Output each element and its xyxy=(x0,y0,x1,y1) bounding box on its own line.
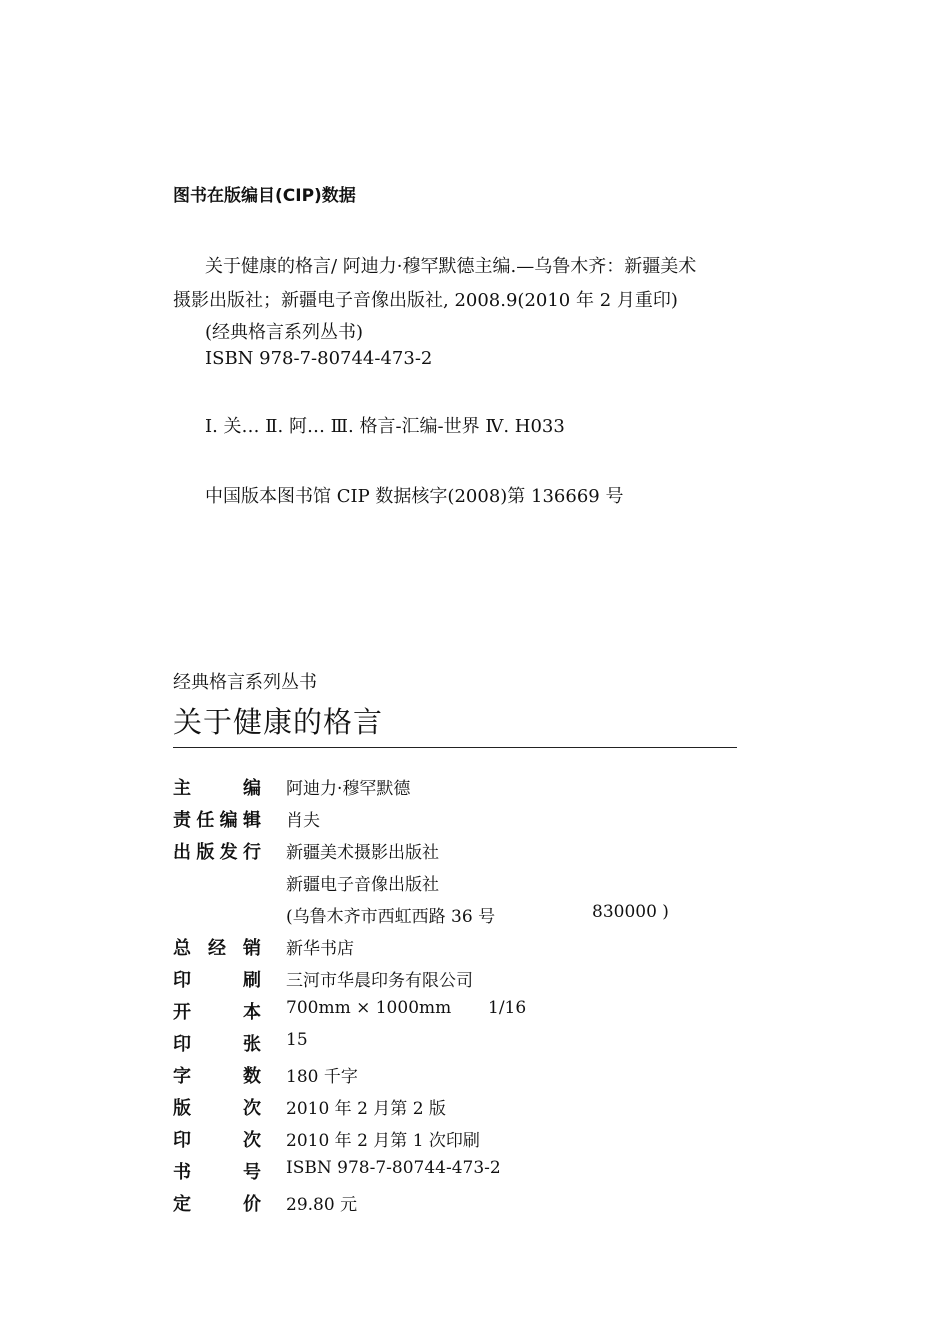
cip-line-cip-number: 中国版本图书馆 CIP 数据核字(2008)第 136669 号 xyxy=(205,486,624,507)
value-book-number: ISBN 978-7-80744-473-2 xyxy=(286,1158,501,1178)
label-edition: 版次 xyxy=(173,1098,261,1119)
value-printer: 三河市华晨印务有限公司 xyxy=(286,971,473,991)
value-price: 29.80 元 xyxy=(286,1195,358,1215)
label-format: 开本 xyxy=(173,1002,261,1023)
label-book-number: 书号 xyxy=(173,1162,261,1183)
cip-heading: 图书在版编目(CIP)数据 xyxy=(173,186,356,206)
value-impression: 2010 年 2 月第 1 次印刷 xyxy=(286,1131,480,1151)
label-printed-sheets: 印张 xyxy=(173,1034,261,1055)
label-price: 定价 xyxy=(173,1194,261,1215)
label-distributor: 总经销 xyxy=(173,938,261,959)
title-divider xyxy=(173,747,737,748)
value-printed-sheets: 15 xyxy=(286,1030,308,1050)
value-edition: 2010 年 2 月第 2 版 xyxy=(286,1099,446,1119)
value-responsible-editor: 肖夫 xyxy=(286,811,320,831)
label-responsible-editor: 责任编辑 xyxy=(173,810,261,831)
label-impression: 印次 xyxy=(173,1130,261,1151)
book-title: 关于健康的格言 xyxy=(173,705,384,739)
label-publisher: 出版发行 xyxy=(173,842,261,863)
value-format-fraction: 1/16 xyxy=(488,998,527,1018)
cip-line-publisher: 摄影出版社；新疆电子音像出版社, 2008.9(2010 年 2 月重印) xyxy=(173,290,678,311)
value-format: 700mm × 1000mm xyxy=(286,998,452,1018)
value-word-count: 180 千字 xyxy=(286,1067,358,1087)
value-publisher-1: 新疆美术摄影出版社 xyxy=(286,843,439,863)
series-name: 经典格言系列丛书 xyxy=(173,672,317,693)
value-publisher-address: (乌鲁木齐市西虹西路 36 号 xyxy=(286,907,496,927)
value-postcode: 830000 ) xyxy=(592,902,669,922)
label-printer: 印刷 xyxy=(173,970,261,991)
value-editor: 阿迪力·穆罕默德 xyxy=(286,779,411,799)
cip-line-isbn: ISBN 978-7-80744-473-2 xyxy=(205,348,433,369)
value-publisher-2: 新疆电子音像出版社 xyxy=(286,875,439,895)
cip-line-series: (经典格言系列丛书) xyxy=(205,322,364,343)
cip-line-title-editor: 关于健康的格言/ 阿迪力·穆罕默德主编.—乌鲁木齐：新疆美术 xyxy=(205,256,697,277)
cip-line-classification: Ⅰ. 关… Ⅱ. 阿… Ⅲ. 格言-汇编-世界 Ⅳ. H033 xyxy=(205,416,565,437)
label-word-count: 字数 xyxy=(173,1066,261,1087)
value-distributor: 新华书店 xyxy=(286,939,354,959)
label-editor: 主编 xyxy=(173,778,261,799)
